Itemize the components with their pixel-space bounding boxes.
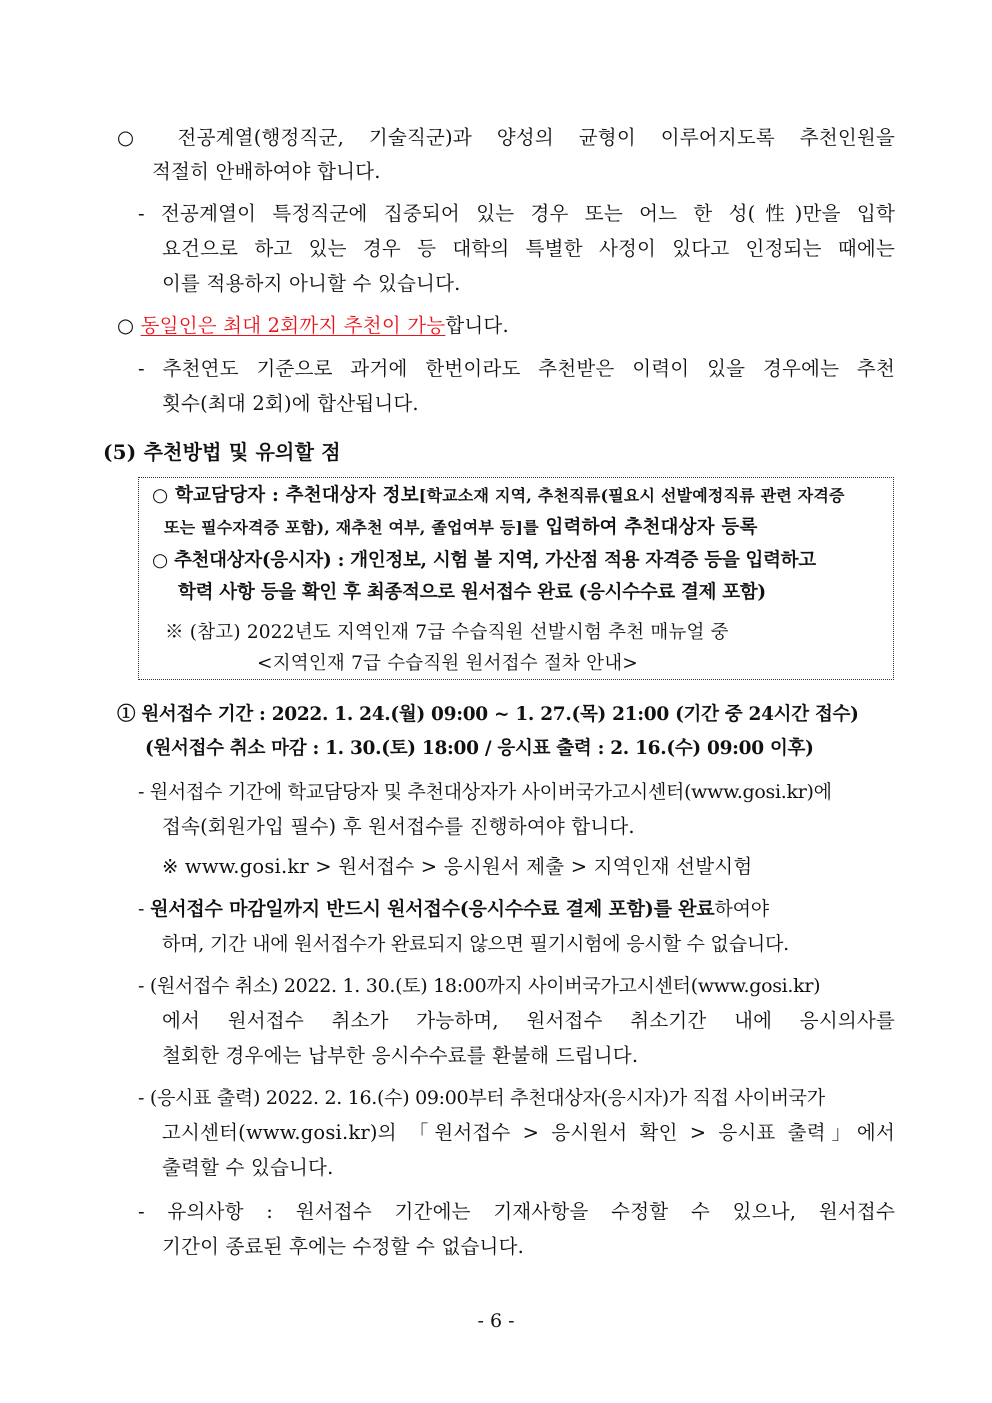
d2-rest: 하여야 xyxy=(714,898,769,920)
d1-line1: - 원서접수 기간에 학교담당자 및 추천대상자가 사이버국가고시센터(www.gosi.kr)에 xyxy=(138,781,832,803)
d5-line1: - 유의사항 : 원서접수 기간에는 기재사항을 수정할 수 있으나, 원서접수 xyxy=(138,1200,895,1223)
d1-line3: ※ www.gosi.kr > 원서접수 > 응시원서 제출 > 지역인재 선발시험 xyxy=(162,855,753,878)
d1-line2: 접속(회원가입 필수) 후 원서접수를 진행하여야 합니다. xyxy=(162,815,635,838)
d3-line3: 철회한 경우에는 납부한 응시수수료를 환불해 드립니다. xyxy=(162,1044,639,1067)
d3-line1: - (원서접수 취소) 2022. 1. 30.(토) 18:00까지 사이버국가고시센터(www.gosi.kr) xyxy=(138,975,821,997)
application-period-line1: ① 원서접수 기간 : 2022. 1. 24.(월) 09:00 ~ 1. 27.(목) 21:00 (기간 중 24시간 접수) xyxy=(117,704,859,725)
d2-line1 xyxy=(138,894,769,924)
box-bullet-marker: ○ xyxy=(152,485,175,506)
d2-marker: - xyxy=(138,898,151,920)
bullet-max-recommend xyxy=(117,311,509,341)
box-item1-line2 xyxy=(164,513,758,543)
application-period-line2: (원서접수 취소 마감 : 1. 30.(토) 18:00 / 응시표 출력 : 2. 16.(수) 09:00 이후) xyxy=(145,738,814,759)
sub-count-line1: - 추천연도 기준으로 과거에 한번이라도 추천받은 이력이 있을 경우에는 추천 xyxy=(138,357,895,380)
max-recommend-highlight: 동일인은 최대 2회까지 추천이 가능 xyxy=(140,314,446,337)
bullet-balance-line1: ○ 전공계열(행정직군, 기술직군)과 양성의 균형이 이루어지도록 추천인원을 xyxy=(117,126,895,149)
d2-line2: 하며, 기간 내에 원서접수가 완료되지 않으면 필기시험에 응시할 수 없습니다. xyxy=(162,933,790,955)
bullet-balance-line2: 적절히 안배하여야 합니다. xyxy=(152,160,381,183)
bullet-marker: ○ xyxy=(117,314,141,337)
box-item1-line2-bold: 입력하여 추천대상자 등록 xyxy=(538,517,758,538)
d5-line2: 기간이 종료된 후에는 수정할 수 없습니다. xyxy=(162,1235,525,1258)
d3-line2: 에서 원서접수 취소가 가능하며, 원서접수 취소기간 내에 응시의사를 xyxy=(162,1009,895,1032)
sub-exception-line1: - 전공계열이 특정직군에 집중되어 있는 경우 또는 어느 한 성(性)만을 입학 xyxy=(138,202,895,225)
sub-exception-line2: 요건으로 하고 있는 경우 등 대학의 특별한 사정이 있다고 인정되는 때에는 xyxy=(162,237,895,260)
section-heading: (5) 추천방법 및 유의할 점 xyxy=(103,440,341,464)
d4-line1: - (응시표 출력) 2022. 2. 16.(수) 09:00부터 추천대상자(응시자)가 직접 사이버국가 xyxy=(138,1087,825,1109)
box-item1-detail: [학교소재 지역, 추천직류(필요시 선발예정직류 관련 자격증 xyxy=(418,486,845,505)
sub-exception-line3: 이를 적용하지 아니할 수 있습니다. xyxy=(162,272,461,295)
d4-line2: 고시센터(www.gosi.kr)의 「원서접수 > 응시원서 확인 > 응시표 출력」에서 xyxy=(162,1121,895,1144)
d2-bold: 원서접수 마감일까지 반드시 원서접수(응시수수료 결제 포함)를 완료 xyxy=(150,898,715,920)
max-recommend-rest: 합니다. xyxy=(445,314,509,337)
box-item1-label: 학교담당자 : 추천대상자 정보 xyxy=(174,485,419,506)
box-item1-line2-small: 또는 필수자격증 포함), 재추천 여부, 졸업여부 등]를 xyxy=(164,518,539,537)
d4-line3: 출력할 수 있습니다. xyxy=(162,1156,334,1179)
box-item1-line1 xyxy=(152,481,845,511)
page-number: - 6 - xyxy=(477,1310,515,1332)
sub-count-line2: 횟수(최대 2회)에 합산됩니다. xyxy=(162,392,419,415)
box-note-line2: <지역인재 7급 수습직원 원서접수 절차 안내> xyxy=(257,653,638,674)
box-note-line1: ※ (참고) 2022년도 지역인재 7급 수습직원 선발시험 추천 매뉴얼 중 xyxy=(165,622,729,643)
box-item2-line1: ○ 추천대상자(응시자) : 개인정보, 시험 볼 지역, 가산점 적용 자격증 등을 입력하고 xyxy=(152,550,816,571)
box-item2-line2: 학력 사항 등을 확인 후 최종적으로 원서접수 완료 (응시수수료 결제 포함) xyxy=(178,582,766,603)
